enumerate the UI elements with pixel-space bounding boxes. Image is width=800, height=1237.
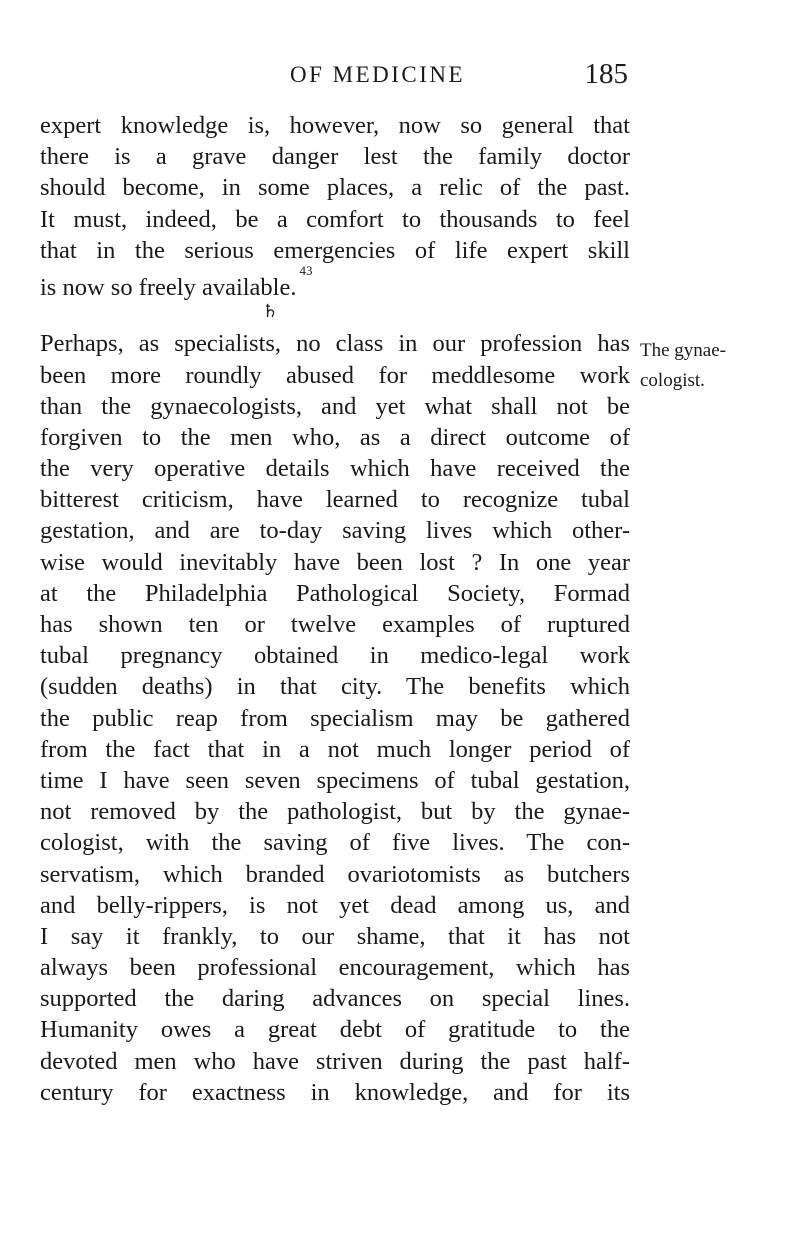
text-line: supported the daring advances on special lines. <box>40 985 630 1013</box>
text-line: century for exactness in knowledge, and for its <box>40 1078 630 1106</box>
text-line: I say it frankly, to our shame, that it has not <box>40 922 630 950</box>
text-line: there is a grave danger lest the family doctor <box>40 143 630 171</box>
text-line: the public reap from specialism may be gathered <box>40 704 630 732</box>
text-line: that in the serious emergencies of life expert skill <box>40 236 630 264</box>
text-line: servatism, which branded ovariotomists as butchers <box>40 860 630 888</box>
section-ornament-icon: ♄ <box>262 301 279 323</box>
margin-note-line: cologist. <box>640 370 705 391</box>
text-line: the very operative details which have received the <box>40 455 630 483</box>
text-line: cologist, with the saving of five lives. The con- <box>40 829 630 857</box>
page-header <box>40 58 630 98</box>
paragraph-2 <box>40 328 630 1108</box>
text-line: been more roundly abused for meddlesome work <box>40 361 630 389</box>
text-line: devoted men who have striven during the past half- <box>40 1047 630 1075</box>
margin-note <box>640 336 800 396</box>
text-line: at the Philadelphia Pathological Society, Formad <box>40 579 630 607</box>
text-line: than the gynaecologists, and yet what shall not be <box>40 392 630 420</box>
text-line: gestation, and are to-day saving lives which other- <box>40 517 630 545</box>
text-line: from the fact that in a not much longer period of <box>40 735 630 763</box>
text-line: Humanity owes a great debt of gratitude to the <box>40 1016 630 1044</box>
margin-note-line: The gynae- <box>640 340 726 361</box>
text-line: bitterest criticism, have learned to recognize tubal <box>40 486 630 514</box>
text-line: tubal pregnancy obtained in medico-legal work <box>40 642 630 670</box>
paragraph-1 <box>40 110 630 302</box>
text-line: It must, indeed, be a comfort to thousands to feel <box>40 205 630 233</box>
body-text <box>40 110 630 1108</box>
text-line: wise would inevitably have been lost ? In one year <box>40 548 630 576</box>
text-line: Perhaps, as specialists, no class in our profession has <box>40 330 630 358</box>
text-line-last <box>40 262 630 302</box>
text-line: (sudden deaths) in that city. The benefits which <box>40 673 630 701</box>
text-line: forgiven to the men who, as a direct outcome of <box>40 423 630 451</box>
text-line: not removed by the pathologist, but by the gynae- <box>40 798 630 826</box>
section-ornament-row <box>40 297 630 328</box>
text-line: and belly-rippers, is not yet dead among us, and <box>40 891 630 919</box>
text-line: always been professional encouragement, which has <box>40 954 630 982</box>
text-line: has shown ten or twelve examples of ruptured <box>40 611 630 638</box>
running-head: OF MEDICINE <box>290 62 466 87</box>
footnote-reference: 43 <box>299 262 313 278</box>
page-number: 185 <box>584 58 628 90</box>
text-line: expert knowledge is, however, now so general that <box>40 112 630 139</box>
text-line: time I have seen seven specimens of tubal gestation, <box>40 766 630 794</box>
text-line-content: is now so freely available. <box>40 274 297 302</box>
text-line: should become, in some places, a relic of the past. <box>40 174 630 202</box>
